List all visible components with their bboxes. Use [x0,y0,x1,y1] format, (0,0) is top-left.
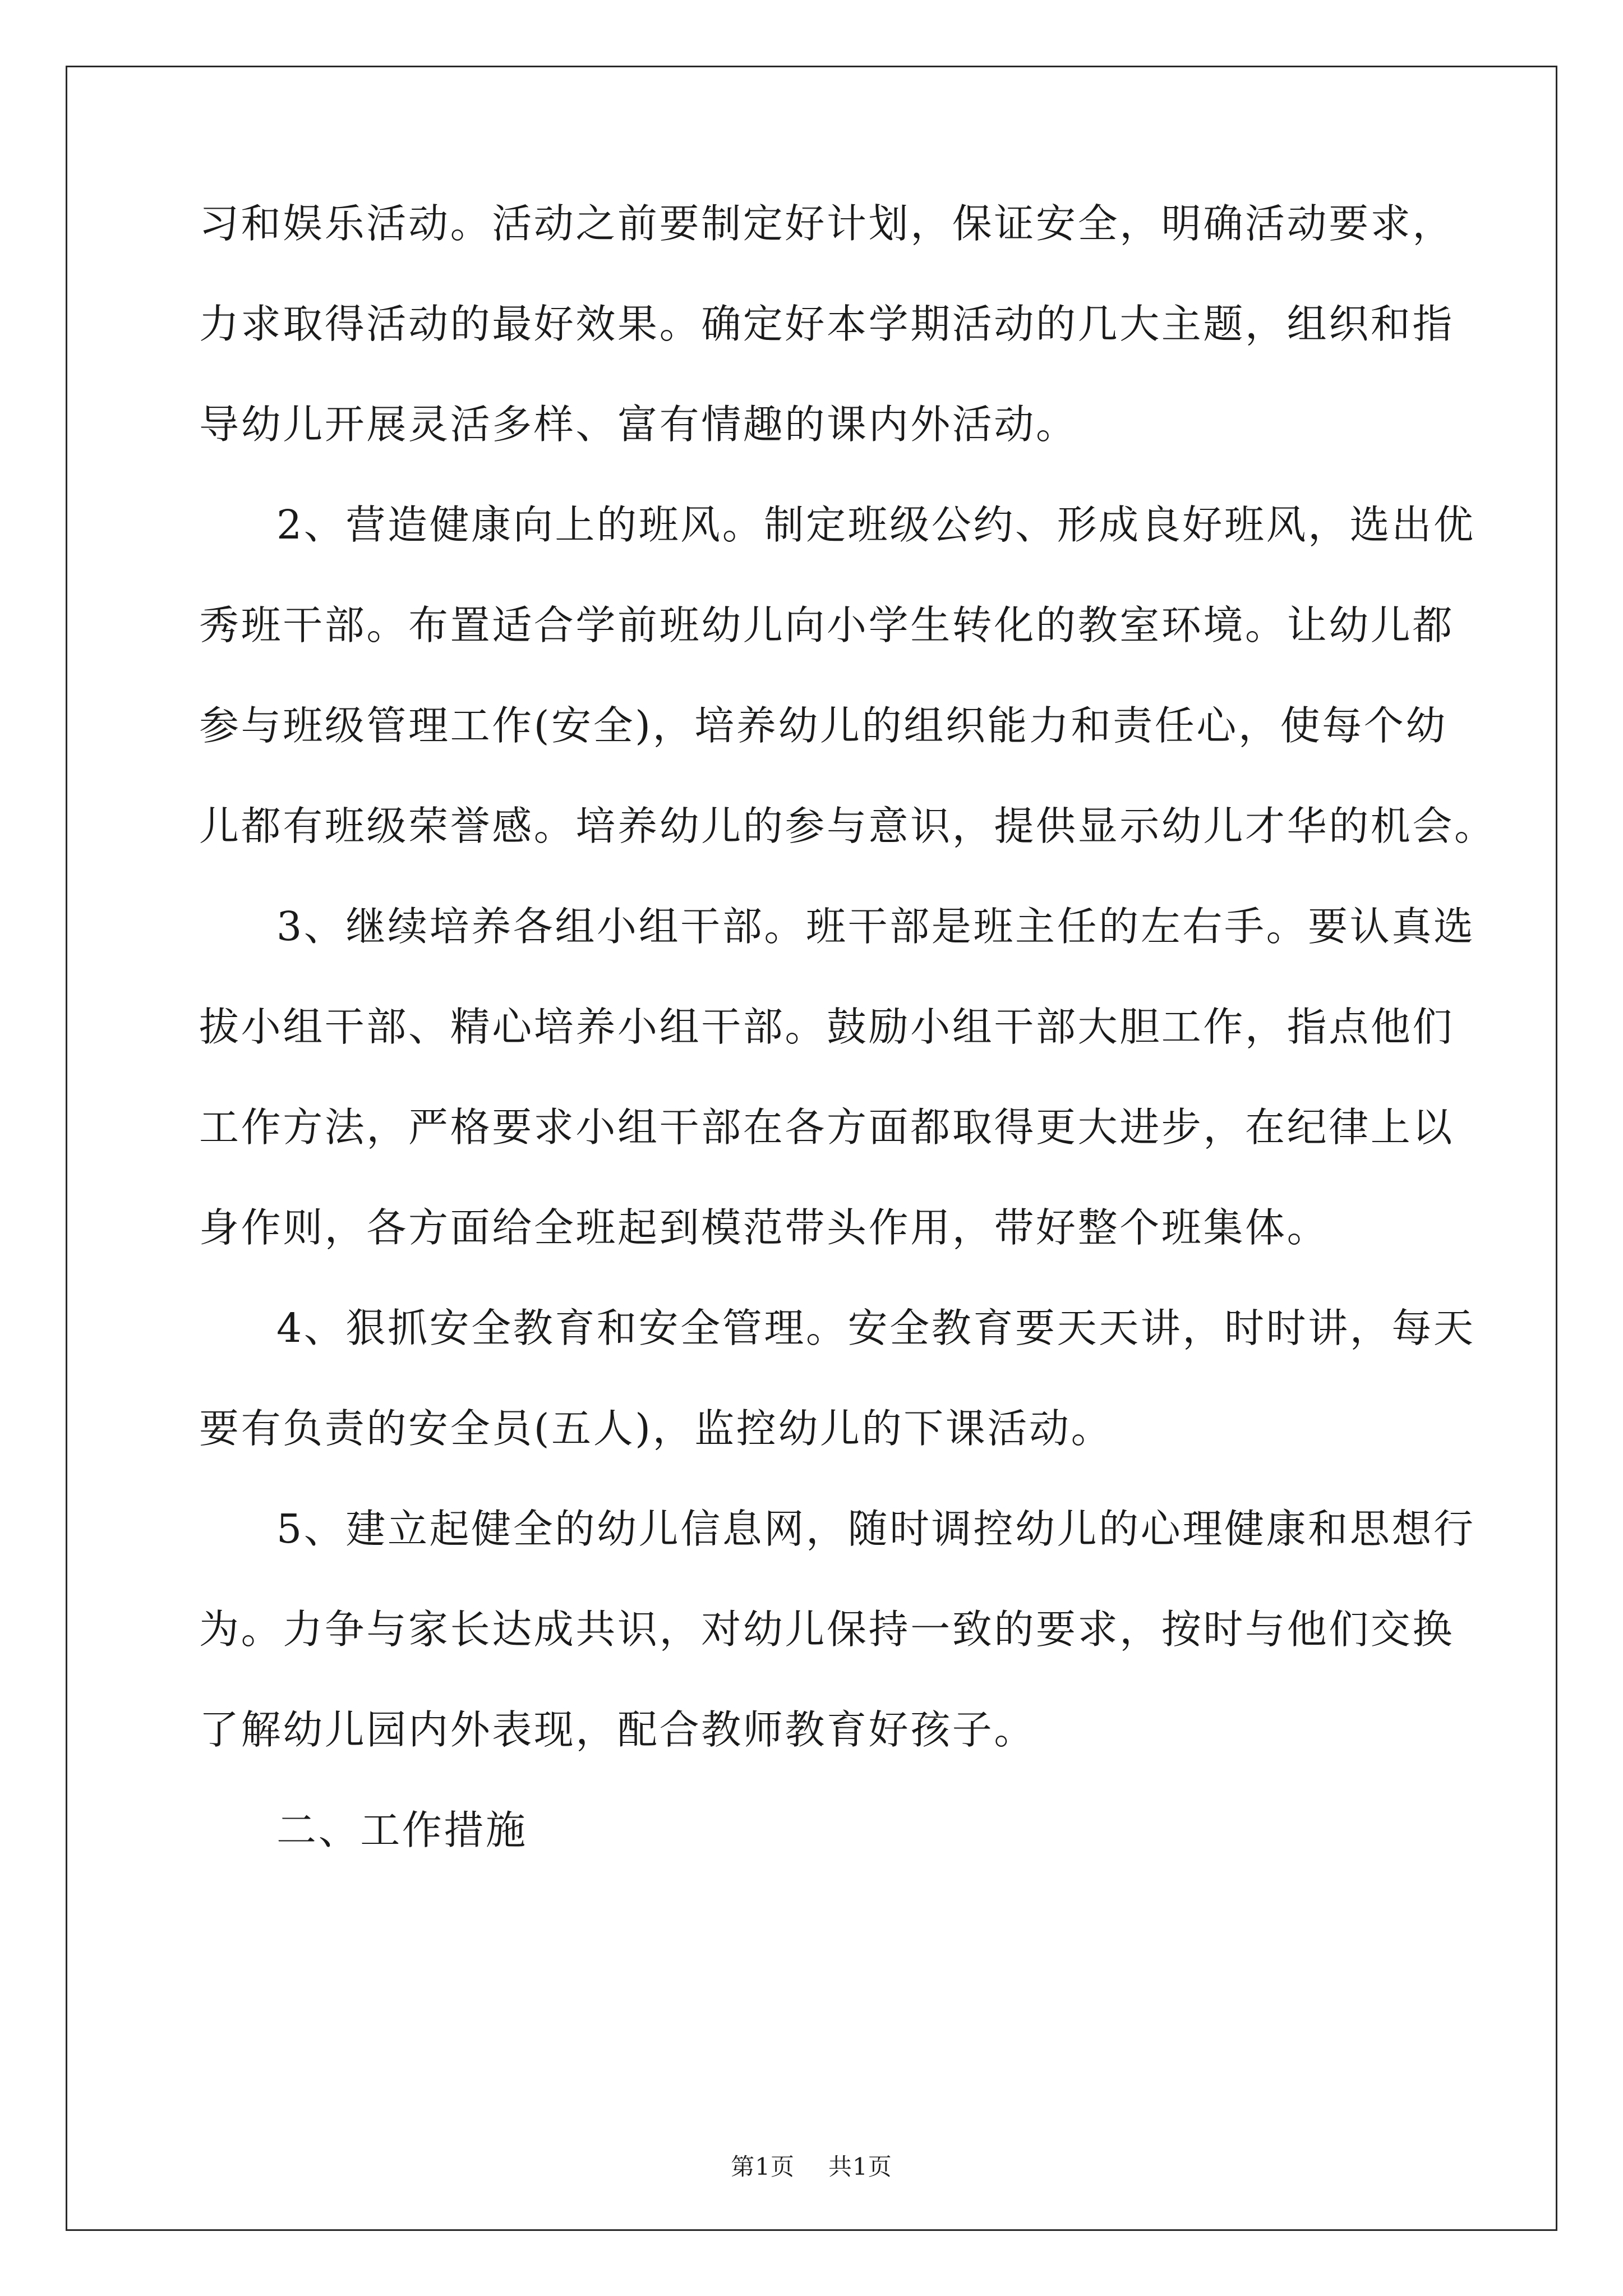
text-line: 导幼儿开展灵活多样、富有情趣的课内外活动。 [199,401,1078,448]
text-line: 4、狠抓安全教育和安全管理。安全教育要天天讲，时时讲，每天 [276,1305,1476,1351]
page-number: 第1页 [731,2153,795,2180]
document-body [199,199,1496,1906]
text-line: 3、继续培养各组小组干部。班干部是班主任的左右手。要认真选 [276,903,1476,950]
text-line: 5、建立起健全的幼儿信息网，随时调控幼儿的心理健康和思想行 [276,1506,1476,1552]
text-line: 秀班干部。布置适合学前班幼儿向小学生转化的教室环境。让幼儿都 [199,602,1455,648]
text-line: 要有负责的安全员(五人)，监控幼儿的下课活动。 [199,1405,1113,1452]
section-heading: 二、工作措施 [276,1807,528,1853]
text-line: 参与班级管理工作(安全)，培养幼儿的组织能力和责任心，使每个幼 [199,702,1448,749]
text-line: 工作方法，严格要求小组干部在各方面都取得更大进步，在纪律上以 [199,1104,1455,1151]
text-line: 2、营造健康向上的班风。制定班级公约、形成良好班风，选出优 [276,501,1476,548]
text-line: 儿都有班级荣誉感。培养幼儿的参与意识，提供显示幼儿才华的机会。 [199,803,1496,849]
page-footer [0,2151,1623,2183]
text-line: 身作则，各方面给全班起到模范带头作用，带好整个班集体。 [199,1204,1329,1251]
page-total: 共1页 [828,2153,892,2180]
text-line: 习和娱乐活动。活动之前要制定好计划，保证安全，明确活动要求， [199,200,1455,247]
text-line: 为。力争与家长达成共识，对幼儿保持一致的要求，按时与他们交换 [199,1606,1455,1653]
text-line: 力求取得活动的最好效果。确定好本学期活动的几大主题，组织和指 [199,301,1455,347]
text-line: 了解幼儿园内外表现，配合教师教育好孩子。 [199,1706,1036,1753]
text-line: 拔小组干部、精心培养小组干部。鼓励小组干部大胆工作，指点他们 [199,1004,1455,1050]
